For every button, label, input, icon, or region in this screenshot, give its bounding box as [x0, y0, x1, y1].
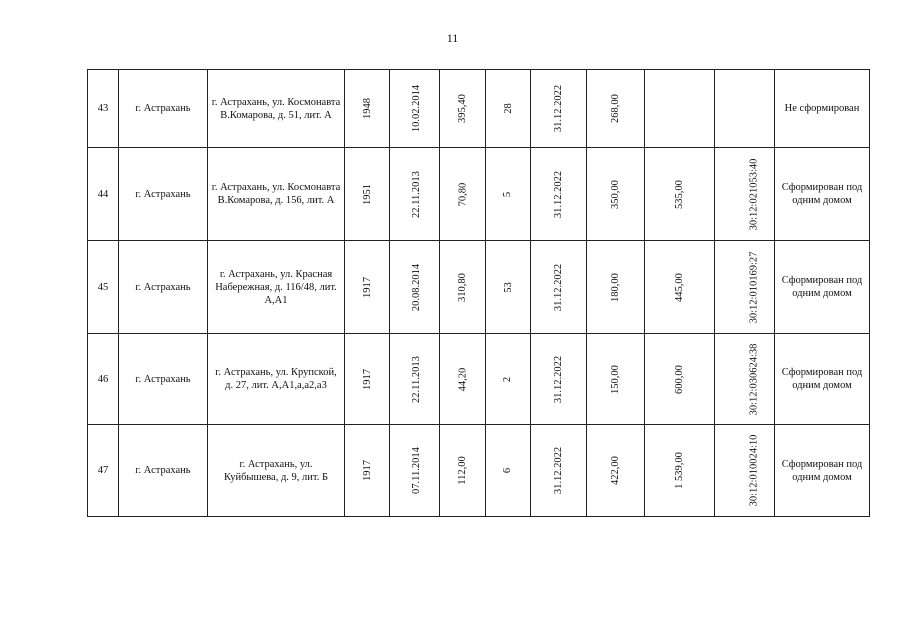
city-text: г. Астрахань: [135, 281, 191, 293]
cadastral-number-cell: [715, 148, 775, 241]
relocation-deadline-text: 31.12.2022: [553, 355, 564, 403]
year-built-cell: [345, 425, 390, 517]
city-text: г. Астрахань: [135, 465, 191, 476]
value-2-cell: [645, 148, 715, 241]
row-number-cell: [88, 70, 119, 148]
land-plot-status-cell: [775, 334, 870, 425]
value-2-text: 445,00: [674, 272, 685, 302]
area-cell: [440, 148, 486, 241]
city-cell: [119, 425, 208, 517]
survey-date-text: 07.11.2014: [410, 447, 422, 494]
row-number-cell: [88, 148, 119, 241]
relocation-deadline-cell: [531, 425, 587, 517]
residents-count-cell: [486, 148, 531, 241]
city-text: г. Астрахань: [135, 188, 191, 200]
cadastral-number-text: 30:12:021053:40: [748, 158, 760, 230]
row-number-text: 43: [97, 103, 109, 114]
value-1-text: 422,00: [610, 456, 621, 485]
relocation-deadline-cell: [531, 241, 587, 334]
value-2-cell: [645, 334, 715, 425]
land-plot-status-text: Сформирован под одним домом: [781, 458, 863, 483]
city-text: г. Астрахань: [135, 103, 191, 114]
cadastral-number-text: 30:12:010024:10: [748, 434, 760, 507]
area-cell: [440, 425, 486, 517]
residents-count-text: 53: [502, 281, 514, 293]
land-plot-status-cell: [775, 70, 870, 148]
survey-date-text: 10.02.2014: [411, 84, 423, 133]
value-2-text: 535,00: [674, 179, 685, 209]
relocation-deadline-text: 31.12.2022: [553, 446, 564, 495]
land-plot-status-text: Сформирован под одним домом: [781, 182, 863, 206]
area-text: 44,20: [457, 367, 468, 391]
value-1-text: 150,00: [610, 364, 621, 394]
residents-count-text: 2: [502, 376, 514, 382]
value-1-cell: [587, 334, 645, 425]
land-plot-status-text: Сформирован под одним домом: [781, 367, 863, 391]
city-text: г. Астрахань: [135, 373, 191, 385]
year-built-cell: [345, 334, 390, 425]
row-number-text: 47: [97, 465, 109, 476]
area-text: 395,40: [457, 94, 468, 123]
row-number-text: 44: [97, 188, 109, 200]
cadastral-number-cell: [715, 334, 775, 425]
row-number-text: 46: [97, 373, 109, 385]
address-cell: [208, 241, 345, 334]
value-1-text: 180,00: [610, 272, 621, 302]
survey-date-text: 20.08.2014: [411, 263, 423, 311]
housing-register-table: [87, 69, 870, 517]
area-text: 70,80: [457, 182, 468, 206]
land-plot-status-cell: [775, 148, 870, 241]
year-built-text: 1917: [361, 276, 373, 298]
cadastral-number-text: 30:12:010169:27: [748, 251, 760, 323]
row-number-text: 45: [97, 281, 109, 293]
value-1-cell: [587, 425, 645, 517]
land-plot-status-text: Сформирован под одним домом: [781, 275, 863, 299]
address-cell: [208, 425, 345, 517]
survey-date-cell: [390, 334, 440, 425]
value-2-text: 1 539,00: [674, 452, 685, 489]
cadastral-number-cell: [715, 70, 775, 148]
value-2-cell: [645, 241, 715, 334]
relocation-deadline-text: 31.12.2022: [553, 170, 564, 218]
residents-count-cell: [486, 70, 531, 148]
year-built-text: 1917: [361, 460, 373, 481]
residents-count-text: 6: [502, 467, 514, 474]
address-text: г. Астрахань, ул. Космонавта В.Комарова, д. 156, лит. А: [211, 182, 341, 206]
address-cell: [208, 148, 345, 241]
area-text: 112,00: [457, 456, 468, 485]
table-row: [88, 334, 870, 425]
city-cell: [119, 334, 208, 425]
residents-count-cell: [486, 334, 531, 425]
survey-date-cell: [390, 241, 440, 334]
year-built-text: 1951: [361, 183, 373, 205]
land-plot-status-text: Не сформирован: [784, 103, 860, 114]
land-plot-status-cell: [775, 425, 870, 517]
cadastral-number-text: 30:12:030624:38: [748, 343, 760, 415]
residents-count-text: 5: [502, 191, 514, 197]
table-row: [88, 70, 870, 148]
table-row: [88, 425, 870, 517]
area-cell: [440, 70, 486, 148]
value-1-text: 268,00: [610, 94, 621, 123]
residents-count-cell: [486, 425, 531, 517]
value-2-cell: [645, 70, 715, 148]
value-1-cell: [587, 70, 645, 148]
year-built-cell: [345, 241, 390, 334]
relocation-deadline-cell: [531, 334, 587, 425]
relocation-deadline-cell: [531, 148, 587, 241]
cadastral-number-cell: [715, 241, 775, 334]
row-number-cell: [88, 241, 119, 334]
city-cell: [119, 70, 208, 148]
area-cell: [440, 334, 486, 425]
row-number-cell: [88, 334, 119, 425]
table-row: [88, 148, 870, 241]
row-number-cell: [88, 425, 119, 517]
residents-count-cell: [486, 241, 531, 334]
year-built-cell: [345, 148, 390, 241]
city-cell: [119, 241, 208, 334]
address-text: г. Астрахань, ул. Космонавта В.Комарова, д. 51, лит. А: [211, 96, 341, 121]
survey-date-cell: [390, 70, 440, 148]
city-cell: [119, 148, 208, 241]
year-built-text: 1917: [361, 368, 373, 390]
survey-date-text: 22.11.2013: [410, 170, 422, 218]
value-1-text: 350,00: [610, 179, 621, 209]
relocation-deadline-text: 31.12.2022: [553, 84, 564, 133]
relocation-deadline-cell: [531, 70, 587, 148]
residents-count-text: 28: [502, 103, 514, 114]
area-cell: [440, 241, 486, 334]
survey-date-cell: [390, 425, 440, 517]
address-cell: [208, 334, 345, 425]
survey-date-text: 22.11.2013: [410, 355, 422, 403]
relocation-deadline-text: 31.12.2022: [553, 263, 564, 311]
address-text: г. Астрахань, ул. Красная Набережная, д. 116/48, лит. А,А1: [215, 268, 337, 306]
area-text: 310,80: [457, 272, 468, 302]
year-built-cell: [345, 70, 390, 148]
address-cell: [208, 70, 345, 148]
year-built-text: 1948: [361, 98, 373, 119]
land-plot-status-cell: [775, 241, 870, 334]
address-text: г. Астрахань, ул. Крупской, д. 27, лит. А,А1,а,а2,а3: [215, 367, 337, 391]
survey-date-cell: [390, 148, 440, 241]
value-2-text: 600,00: [674, 364, 685, 394]
value-2-cell: [645, 425, 715, 517]
page-number: 11: [446, 31, 459, 45]
address-text: г. Астрахань, ул. Куйбышева, д. 9, лит. Б: [224, 458, 328, 483]
cadastral-number-cell: [715, 425, 775, 517]
table-row: [88, 241, 870, 334]
value-1-cell: [587, 241, 645, 334]
value-1-cell: [587, 148, 645, 241]
